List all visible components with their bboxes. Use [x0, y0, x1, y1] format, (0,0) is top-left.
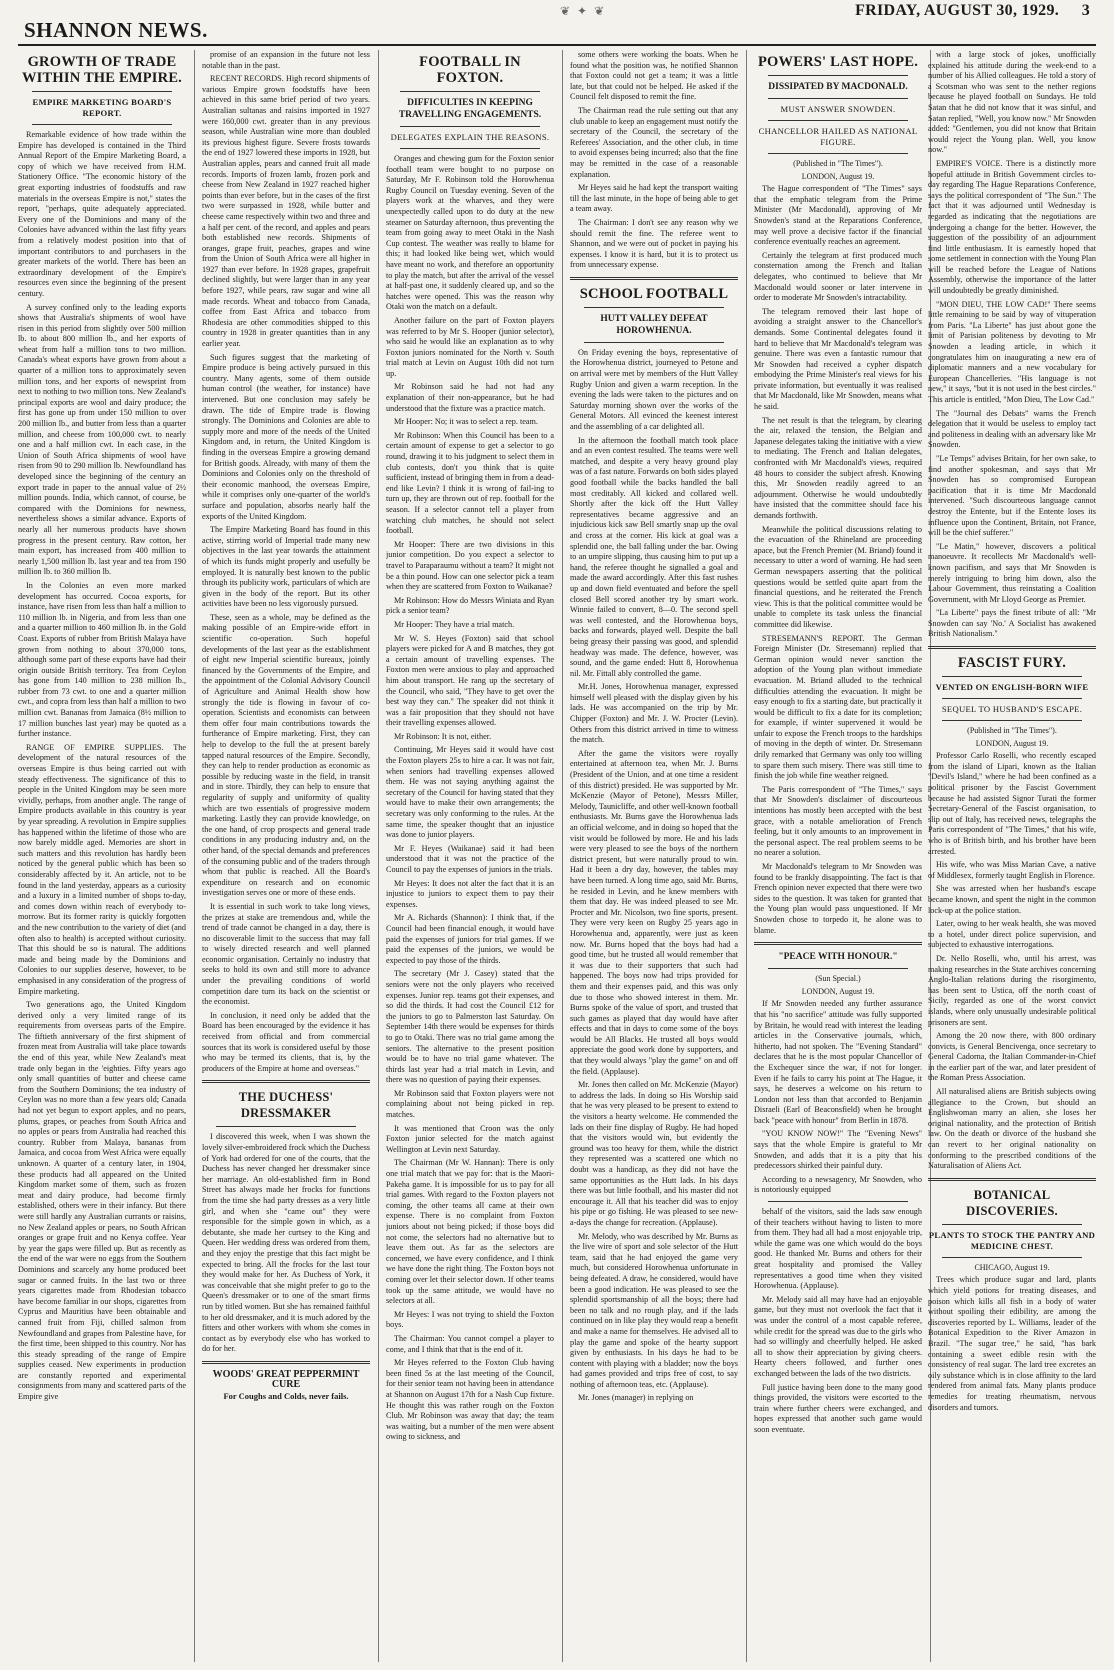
paragraph: The Empire Marketing Board has found in this active, stirring world of Imperial trade many new objectives in the last year towards the attainment of which its funds might properly and usefully be employed. It is naturally best known to the public through its publicity work, particulars of which are given in the body of the report. But its other activities have been no less vigorously pursued. — [202, 525, 370, 609]
paragraph: In the Colonies an even more marked development has occurred. Cocoa exports, for instance, have risen from less than half a million to 110 million lb. in Nigeria, and from less than one and a quarter million to 460 million lb. in the Gold Coast. Exports of rubber from British Malaya have grown from nothing to about 370,000 tons, although some part of these exports have had their origin outside British territory. Tea from Ceylon has gone from 140 million to 238 million lb., rubber from 73 cwt. to one and a quarter million cwt., and copra from less than half a million to two million cwt. Bananas from Jamaica (8½ million to 17 million bunches last year) may be quoted as a further instance. — [18, 580, 186, 739]
divider — [584, 342, 724, 343]
paragraph: These, seen as a whole, may be defined as the making possible of an Empire-wide effort in scientific co-operation. Such hopeful developments of the last year as the establishment of eight new Imperial scientific bureaux, jointly financed by the Governments of the Empire, and the appointment of the Colonial Advisory Council of Agriculture and Animal Health show how strongly the tide is flowing in favour of co-operation. Scientists and economists can between them offer four main contributions towards the furtherance of Empire marketing. First, they can help to develop to the full the at present barely tapped natural resources of the Empire. Secondly, they can help to render production as economic as possible by reducing waste in the field, in transit and in store. Thirdly, they can help to ensure that regularity of supply and uniformity of quality which are two essentials of progressive modern marketing. Lastly they can provide knowledge, on the one hand, of crop prospects and general trade conditions in any producing industry and, on the other hand, of the special demands and preferences of the consuming public and of the traders through whom that public is reached. All the Board's expenditure on research and on economic investigation serves one or more of these ends. — [202, 612, 370, 898]
section-divider — [928, 1178, 1096, 1181]
advert-title: WOODS' GREAT PEPPERMINT CURE — [212, 1368, 360, 1391]
paragraph: The Chairman (Mr W. Hannan): There is only one trial match that we pay for: that is the Maori-Pakeha game. It is impossible for us to pay for all trial games. With regard to the Foxton players not coming, the other teams all came at their own expense. There is no complaint from Foxton juniors about not being picked; if those boys did not come, the selectors had no alternative but to leave them out. As far as the selectors are concerned, we have every confidence, and I think we have done the right thing. The Foxton boys not coming over let their selector down. If other teams took up the same attitude, we would have no selectors at all. — [386, 1158, 554, 1306]
paragraph: Mr W. S. Heyes (Foxton) said that school players were picked for A and B matches, they got a certain amount of travelling expenses. The Foxton men were anxious to play and approached him about transport. He rang up the secretary of the Council, who said, "They have to get over the best way they can." The speaker did not think it was a fair proposition that they should not have their travelling expenses allowed. — [386, 633, 554, 728]
article-headline: FASCIST FURY. — [957, 655, 1067, 672]
paragraph: "Le Temps" advises Britain, for her own sake, to find another spokesman, and says that Mr Snowden has so compromised European pacification that it is time Mr Macdonald intervened. "Such discourteous language cannot destroy the Entente, but if the Entente loses its influence upon the Continent, Britain, not France, will be the chief sufferer." — [928, 453, 1096, 538]
article-subhead: SEQUEL TO HUSBAND'S ESCAPE. — [941, 704, 1083, 715]
article-headline: BOTANICAL DISCOVERIES. — [966, 1187, 1058, 1218]
paragraph: Dr. Nello Roselli, who, until his arrest, was making researches in the State archives concerning Anglo-Italian relations during the risorgimento, has been sent to Ustica, off the north coast of Sicily, regarded as one of the worst convict islands, where only unusually undesirable political prisoners are sent. — [928, 953, 1096, 1027]
paragraph: Mr F. Heyes (Waikanae) said it had been understood that it was not the practice of the Council to pay the expenses of juniors in the trials. — [386, 843, 554, 874]
article-headline: GROWTH OF TRADE WITHIN THE EMPIRE. — [21, 54, 183, 86]
paragraph: The secretary (Mr J. Casey) stated that the seniors were not the only players who received expenses. Junior rep. teams got their expenses, and so did the thirds. It had cost the Council £12 for the juniors to go to Palmerston last Saturday. On September 14th there would be expenses for thirds to go to Otaki. There was no trial game among the seniors. The alternative to the present position would be to have no trial game whatever. The thirds last year had a trial match in Levin, and there was no question of paying their expenses. — [386, 969, 554, 1085]
paragraph: Meanwhile the political discussions relating to the evacuation of the Rhineland are proceeding apace, but the French Premier (M. Briand) found it necessary to utter a word of warning. He had seen German newspapers asserting that the political questions would be settled quite apart from the financial questions, and he reiterated the French view. This is that the political committee would be unable to complete its task unless the financial committee did likewise. — [754, 524, 922, 629]
paragraph: Mr. Melody, who was described by Mr. Burns as the live wire of sport and sole selector of the Hutt team, said that he had enjoyed the game very much, but considered Horowhenua unfortunate in being defeated. A draw, he considered, would have been a good indication. He was pleased to see the splendid sportsmanship of all the boys; there had been no talk and no rough play, and if the lads continued on in like play they would reap a benefit and make a name for themselves. He advised all to play the game and spoke of the hearty support given by enthusiasts. In his days he had to be content with playing with a bladder; now the boys had games provided and trips free of cost, to say nothing of afternoon teas, etc. (Applause). — [570, 1231, 738, 1389]
paragraph: Among the 20 now there, with 800 ordinary convicts, is General Bencivenga, once secretary to General Cadorna, the Italian Commander-in-Chief in the earlier part of the war, and later president of the Roman Press Association. — [928, 1031, 1096, 1083]
paragraph: Trees which produce sugar and lard, plants which yield potions for treating diseases, and poison which kills all fish in a body of water without spoiling their edibility, are among the discoveries reported by L. Williams, leader of the Botanical Expedition to the River Amazon in Brazil. "The sugar tree," he said, "has bark containing a sweet edible resin with the consistency of real sugar. The lard tree excretes an oily substance which is in close affinity to the lard rendered from animal fats. Many plants produce remedies for treating rheumatism, nervous disorders and tumors. — [928, 1275, 1096, 1412]
dateline: CHICAGO, August 19. — [974, 1262, 1050, 1272]
published-note: (Sun Special.) — [815, 974, 861, 984]
paragraph: If Mr Snowden needed any further assurance that his "no sacrifice" attitude was fully supported by Britain, he would read with interest the leading articles in the Conservative journals, which, hitherto, had not spoken. The "Evening Standard" declares that he is the most popular Chancellor of the Exchequer since the war, if not for longer. Even if he fails to carry his point at The Hague, it says, he deserves a welcome on his return to London not less than that accorded to Benjamin Disraeli (Earl of Beaconsfield) when he brought back "peace with honour" from Berlin in 1878. — [754, 999, 922, 1125]
paragraph: In conclusion, it need only be added that the Board has been encouraged by the evidence it has received from official and from commercial sources that its work is considered useful by those who may be termed its clients, that is, by the producers of the Empire at home and overseas." — [202, 1010, 370, 1073]
column-rule — [194, 50, 195, 1662]
paragraph: Mr Robinson: It is not, either. — [394, 731, 492, 741]
section-divider — [202, 1080, 370, 1083]
published-note: (Published in "The Times"). — [793, 159, 883, 168]
paragraph: RANGE OF EMPIRE SUPPLIES. The development of the natural resources of the overseas Empire is thus being carried out with steady effectiveness. The significance of this to people in the United Kingdom may be seen more vividly, perhaps, from another angle. The range of Empire products available in this country is year by year spreading. A revolution in Empire supplies has happened within the lifetime of those who are now barely middle aged. Memories are short in such matters and this revolution has hardly been noticed by the general public which has been so considerably affected by it. An article, not to be found in the land yesterday, appears as a curiosity and a luxury in a limited number of shops to-day, and comes down within reach of everybody to-morrow. But its former rarity is quickly forgotten and the new contribution to the variety of diet (and often also to health) is accepted without curiosity. That this should be so is natural. The additions made and being made by the Dominions and Colonies to our supplies deserve, however, to be emphasised in any consideration of the progress of Empire marketing. — [18, 742, 186, 996]
paragraph: The Hague correspondent of "The Times" says that the emphatic telegram from the Prime Minister (Mr Macdonald), approving of Mr Snowden's stand at the Reparations Conference, may well prove a decisive factor if the financial conference eventually reaches an agreement. — [754, 184, 922, 247]
paragraph: RECENT RECORDS. High record shipments of various Empire grown foodstuffs have been achieved in this same brief period of two years. Australian sultanas and raisins imported in 1927 were 160,000 cwt. greater than in any previous season, while Australian wine more than doubled its previous highest figure. Severe frosts towards the end of 1927 lowered these imports in 1928, but Australian apples, pears and canned fruit all made records. Imports of frozen lamb, frozen pork and cheese from New Zealand in 1927 reached higher points than ever before, but in the cases of the first two were surpassed in 1928, while butter and cheese came respectively within two and three and a half per cent. of the record, and apples and pears both established new records. Shipments of oranges, grape fruit, peaches, grapes and wine from the Union of South Africa were all higher in 1927 than ever before. In 1928 grapes, grapefruit declined slightly, but were larger than in any year before 1927, while pears, raw sugar and wine all made records. Wheat and tobacco from Canada, coffee from East Africa and tobacco from Rhodesia are other commodities shipped to this country in 1928 in greater quantities than in any earlier year. — [202, 74, 370, 349]
article-headline: THE DUCHESS' DRESSMAKER — [238, 1090, 334, 1121]
paragraph: The Chairman: You cannot compel a player to come, and I think that that is the end of it. — [386, 1333, 554, 1354]
paragraph: It is essential in such work to take long views, the prizes at stake are tremendous and, while the trend of trade cannot be changed in a day, there is no discoverable limit to the success that may fall to wisely directed research and well planned economic organisation. Certainly no industry that seeks to hold its own and still more to advance under the prevailing conditions of world competition dare turn its back on the scientist or the economist. — [202, 901, 370, 1007]
article-headline: "PEACE WITH HONOUR." — [778, 952, 898, 963]
page-columns — [18, 50, 1096, 1662]
paragraph: Remarkable evidence of how trade within the Empire has developed is contained in the Third Annual Report of the Empire Marketing Board, a copy of which we have received from H.M. Stationery Office. "The economic history of the great exporting industries of foodstuffs and raw materials in the overseas Empire is not," states the report, "perhaps, quite adequately appreciated. Every one of the Dominions and many of the Colonies have advanced within the last fifty years from a relatively modest position into that of important contributors to and purchasers in the greater markets of the world. There has been an extraordinary development of the Empire's resources even since the beginning of the present century. — [18, 130, 186, 298]
paragraph: STRESEMANN'S REPORT. The German Foreign Minister (Dr. Stresemann) replied that German opinion would never sanction the adoption of the Young plan without immediate evacuation. M. Briand alluded to the technical difficulties attending the evacuation. It might be easy enough to fix a starting date, but practically it would be difficult to fix a date for its completion; for example, if winter supervened it would be unfair to expose the French troops to the hardships of moving in the depth of winter. Dr. Stresemann drily remarked that Germany was only too willing to spare them such misery. There was still time to finish the job while fine weather reigned. — [754, 633, 922, 781]
divider — [768, 1201, 908, 1202]
paragraph: She was arrested when her husband's escape became known, and spent the night in the common lock-up at the police station. — [928, 884, 1096, 915]
article-subhead: DELEGATES EXPLAIN THE REASONS. — [390, 132, 550, 142]
paragraph: The Paris correspondent of "The Times," says that Mr Snowden's disclaimer of discourteous intentions has mostly been accepted with the best grace, with a notable amelioration of French feeling, but it only amounts to an improvement in the personal aspect. The real problem seems to be no nearer a solution. — [754, 784, 922, 858]
paragraph: The "Journal des Debats" warns the French delegation that it would be useless to employ tact and politeness in dealing with an adversary like Mr Snowden. — [928, 408, 1096, 450]
column-2 — [202, 50, 370, 1662]
article-subhead: PLANTS TO STOCK THE PANTRY AND MEDICINE CHEST. — [928, 1229, 1096, 1251]
paragraph: promise of an expansion in the future not less notable than in the past. — [202, 50, 370, 70]
article-subhead: DIFFICULTIES IN KEEPING TRAVELLING ENGAGEMENTS. — [398, 98, 542, 120]
article-subhead: VENTED ON ENGLISH-BORN WIFE — [935, 682, 1089, 693]
section-divider — [754, 942, 922, 945]
paragraph: Mr Heyes said he had kept the transport waiting till the last minute, in the hope of being able to get a team away. — [570, 183, 738, 214]
paragraph: Such figures suggest that the marketing of Empire produce is being actively pursued in this country. Many agents, some of them outside human control (the weather, for instance) have intervened. But one conclusion may safely be drawn. The tide of Empire trade is flowing strongly. The Dominions and Colonies are able to supply more and more of the needs of the United Kingdom and, in return, the United Kingdom is finding in the overseas Empire a growing demand for British goods. Already, with many of them the Dominions and Colonies only on the threshold of their economic manhood, the overseas Empire, while it comprises only one-quarter of the world's surface and population, absorbs nearly half the exports of the United Kingdom. — [202, 352, 370, 521]
paragraph: behalf of the visitors, said the lads saw enough of their teachers without having to listen to more from them. They had all had a most enjoyable trip, while the game was one which would do the boys good. He thanked Mr. Burns and others for their great hospitality and promised the Valley representatives a good time when they visited Horowhenua. (Applause). — [754, 1207, 922, 1291]
paragraph: Mr. Jones then called on Mr. McKenzie (Mayor) to address the lads. In doing so His Worship said that he was very pleased to be present to extend to the visitors a hearty welcome. He commended the lads on their fine display of Rugby. He had hoped that the visitors would win, but evidently the ground was too heavy for them, while the district they represented was a scattered one which no doubt was a handicap, as they did not have the same opportunities as the Hutt lads. In his days there was but little football, and his master did not encourage it. All that his teacher did was to enjoy his pipe or go fishing. He was pleased to see new-a-days the change for recreation. (Applause). — [570, 1080, 738, 1227]
section-divider — [202, 1361, 370, 1364]
dateline: LONDON, August 19. — [801, 171, 875, 181]
column-3 — [386, 50, 554, 1662]
paragraph: Professor Carlo Roselli, who recently escaped from the island of Lipari, known as the Italian "Devil's Island," where he had been confined as a political prisoner by the Fascist Government because he had assisted Signor Turati the former Secretary-General of the Fascist organisation, to slip out of Italy, has received news, telegraphs the Paris correspondent of "The Times," that his wife, who is of British birth, and his brother have been arrested. — [928, 751, 1096, 856]
column-1 — [18, 50, 186, 1662]
paragraph: "Le Matin," however, discovers a political manoeuvre. It recollects Mr Macdonald's well-known pacifism, and says that Mr Snowden is merely intriguing to bring him down, also the Labour Government, thus reinstating a Coalition Government, with Mr Lloyd George as Premier. — [928, 541, 1096, 604]
paragraph: Mr Robinson said that Foxton players were not complaining about not being picked in rep. matches. — [386, 1088, 554, 1120]
paragraph: I discovered this week, when I was shown the lovely silver-embroidered frock which the Duchess of York had ordered for one of the courts, that the Duchess has never changed her dressmaker since her marriage. An old-established firm in Bond Street has always made her frocks for functions from the time she had party dresses as a very little girl, and when she "came out" they were responsible for the simple gown in which, as a debutante, she made her curtsey to the King and Queen. Her wedding dress was ordered from them, and they enjoy the prestige that this fact might be expected to bring. All the frocks for the last tour they would make for her. As Duchess of York, it was conceivable that she might prefer to go to the Queen's dressmaker or to one of the smart firms run by titled women. But she has remained faithful to her old dressmaker, and it is much adored by the fitters and other workers with whom she comes in contact as by everybody else who has worked to do for her. — [202, 1132, 370, 1354]
paragraph: Mr Robinson said he had not had any explanation of their non-appearance, but he had understood that the fixture was a practice match. — [386, 382, 554, 413]
article-subhead: DISSIPATED BY MACDONALD. — [768, 82, 908, 92]
paragraph: with a large stock of jokes, unofficially explained his attitude during the week-end to a number of his Allied colleagues. He told a story of a Scotsman who was sent to the nether regions because he played football on Sundays. He told Satan that he did not know that it was sinful, and Satan replied, "Well, you know now." Mr Snowden added: "Gentlemen, you did not know that Britain would reject the Young plan. Well, you know now." — [928, 50, 1096, 155]
paragraph: "La Liberte" pays the finest tribute of all: "Mr Snowden can say 'No.' A Socialist has awakened British Nationalism." — [928, 608, 1096, 639]
paragraph: Mr Robinson: When this Council has been to a certain amount of expense to get a selector to go round, drawing it to his judgment to select them in club contests, don't you think that is quite sufficient, instead of bringing them in from a dead-end like Levin? I think it is wrong of fail-ing to turn up, they are thrown out of rep. football for the season. If a selector cannot tell a player from watching club matches, he should not select football. — [386, 430, 554, 536]
dateline: LONDON, August 19. — [975, 738, 1049, 748]
article-headline: SCHOOL FOOTBALL — [579, 285, 729, 302]
paragraph: The Chairman read the rule setting out that any club unable to keep an engagement must notify the secretary of the Council, the secretary of the Referees' Association, and the other club, in time to avoid expenses being incurred; also that the fine may be remitted in the case of a reasonable explanation. — [570, 105, 738, 179]
paragraph: Mr. Jones (manager) in replying on — [578, 1393, 694, 1403]
paragraph: After the game the visitors were royally entertained at afternoon tea, when Mr. J. Burns (President of the Union, and at one time a resident of this district) presided. He was supported by Mr. McKenzie (Mayor of Petone), Messrs Miller, Melody, Taunicliffe, and other well-known football enthusiasts. Mr. Burns gave the Horowhenua lads an official welcome, and in doing so hoped that the visit would be followed by more. He and his lads were very pleased to see the boys of the northern district present, but were naturally proud to win. Had it been a dry day, however, the tables may have been turned. A long time ago, said Mr. Burns, he resided in Levin, and he knew members with them that day. He was indeed pleased to see Mr. Procter and Mr. Nicolson, two fine sports, present. They were very keen on Rugby 25 years ago in Horowhenua and, apparently, were just as keen now. Mr. Burns hoped that the boys had had a good time, but he trusted all would remember that it was due to their supporters that such had happened. The boys now had trips provided for them and their expenses paid, and this was only due to those who showed interest in them. Mr. Burns spoke of the value of sport, and trusted that such games as played that day would have after effects and that in days to come some of the boys would be All Blacks. He trusted all boys would appreciate the good work done by supporters, and that they would always "play the game" on and off the field. (Applause). — [570, 748, 738, 1076]
published-note: (Published in "The Times"). — [967, 726, 1057, 736]
paragraph: Oranges and chewing gum for the Foxton senior football team were bought to no purpose on Saturday, Mr F. Robinson told the Horowhenua Rugby Council on Tuesday evening. Seven of the players work at the wharves, and they were unexpectedly called upon to do duty at the new steamer on Saturday afternoon, thus preventing the team from going away to meet Otaki in the Nash Cup contest. The weather was really to blame for this; it had looked like being wet, which would have meant no work, and therefore an opportunity to play the match, but after the arrival of the vessel at half-past one, it suddenly cleared up, and so the hatches were opened. This was the reason why Otaki won the match on a default. — [386, 154, 554, 312]
divider — [400, 126, 540, 127]
divider — [942, 720, 1082, 721]
article-subhead: MUST ANSWER SNOWDEN. — [780, 104, 896, 114]
divider — [768, 153, 908, 154]
paragraph: A survey confined only to the leading exports shows that Australia's shipments of wool have risen in this period from slightly over 500 million lb. to about 800 million lb., and her exports of wheat from half a million tons to two million. Canada's wheat exports have grown from about a quarter of a million tons to approximately seven million tons, and her exports of newsprint from next to nothing to two million tons. New Zealand's principal exports are wool and dairy produce; the first has gone up from under 150 million to over 200 million lb., and butter from less than a quarter million, and cheese from 100,000 cwt. to nearly one and a half million cwt. In each case, in the Union of South Africa shipments of wool have risen from 90 to 290 million lb. Newfoundland has developed since the beginning of the century an export trade in paper to the annual value of 2½ million pounds. India, which cannot, of course, be compared with the Dominions for newness, nevertheless shows a similar advance. Exports of nearly all her numerous products have shown progress in the present century. Raw cotton, her main export, has increased from 400 million to nearly 1,500 million lb. last year and tea from 190 million lb. to 360 million lb. — [18, 302, 186, 577]
paragraph: Mr A. Richards (Shannon): I think that, if the Council had been financial enough, it would have paid the expenses of juniors for trial games. If we paid the expenses of the juniors, we would be expected to pay those of the thirds. — [386, 913, 554, 965]
paragraph: Later, owing to her weak health, she was moved to a hotel, under direct police supervision, and subjected to exhaustive interrogations. — [928, 919, 1096, 950]
date-text: FRIDAY, AUGUST 30, 1929. — [855, 2, 1060, 19]
paragraph: Mr Hooper: There are two divisions in this junior competition. Do you expect a selector to travel to Paraparaumu without a team? It might not be a thin pound. How can one selector pick a team when they are scattered from Foxton to Waikanae? — [386, 539, 554, 592]
paragraph: Mr Heyes: I was not trying to shield the Foxton boys. — [386, 1309, 554, 1330]
column-rule — [378, 50, 379, 1662]
divider — [584, 307, 724, 308]
paragraph: Full justice having been done to the many good things provided, the visitors were escorted to the train where further cheers were exchanged, and hopes expressed that another such game would soon eventuate. — [754, 1382, 922, 1434]
masthead-ornament-icon: ❦ ✦ ❦ — [560, 4, 607, 18]
paragraph: EMPIRE'S VOICE. There is a distinctly more hopeful attitude in British Government circles to-day regarding The Hague Reparations Conference, says the political correspondent of "The Sun." The fact that it was adjourned until Wednesday is regarded as indicating that the negotiations are undergoing a change for the better. However, the suggestion of the possibility of an adjournment find little enthusiasm. It is earnestly hoped that some settlement in connection with the Young Plan will be reached before the League of Nations Assembly, otherwise the importance of the latter will undoubtedly be greatly diminished. — [928, 158, 1096, 296]
paragraph: Two generations ago, the United Kingdom derived only a very limited range of its requirements from overseas parts of the Empire. The fiftieth anniversary of the first shipment of frozen meat from Australia will take place towards the end of this year, while New Zealand's meat trade only began in the 'eighties. Fifty years ago only small quantities of butter and cheese came from the Southern Dominions; the tea industry of Ceylon was no more than a few years old; Canada had not yet begun to export apples, and no pears, plums, grapes, or peaches from South Africa and no apples or pears from Australia had reached this country. Rubber from Malaya, bananas from Jamaica, and cocoa from West Africa were equally unknown. A quarter of a century later, in 1904, these products had all appeared on the United Kingdom market some of them, such as frozen meat and dairy produce, had become firmly established, others were in their infancy. But there were still hardly any Australian currants or raisins, no New Zealand apples or pears, no South African oranges or grape fruit and no Kenya coffee. Year by year the gaps were filled up. But as recently as the end of the war were no eggs from the Southern Dominions and scarcely any home produced beet sugar or canned fruits. In the last two or three years cigarettes made from Rhodesian tobacco have become familiar in our shops, cigarettes from Cyprus and Mauritius have been obtainable and canned fruit from Fiji, chilled salmon from Newfoundland and grapes from Palestine have, for the first time, been shipped to this country. Nor has this steady spreading of the range of Empire supplies ceased. New experiments in production are constantly reported and experimental consignments from many and scattered parts of the Empire give — [18, 1000, 186, 1402]
paragraph: Continuing, Mr Heyes said it would have cost the Foxton players 25s to hire a car. It was not fair, when seniors had travelling expenses allowed them. He was not saying anything against the secretary of the Council for having stated that they would have to make their own arrangements; the secretary was only conforming to the rules. At the same time, the speaker thought that an injustice was done to junior players. — [386, 745, 554, 840]
dateline: LONDON, August 19. — [801, 986, 875, 996]
masthead — [0, 0, 1114, 42]
paragraph: All naturalised aliens are British subjects owing allegiance to the Crown, but should an Englishwoman marry an alien, she loses her original nationality, and the protection of British law. On the death or divorce of the husband she can revert to her original nationality on conforming to the prescribed conditions of the Naturalisation of Aliens Act. — [928, 1087, 1096, 1171]
section-divider — [570, 277, 738, 280]
paragraph: "MON DIEU, THE LOW CAD!" There seems little remaining to be said by way of vituperation from Paris. "La Liberte" has just about gone the limit of Parisian politeness by devoting to Mr Snowden a leading article, in which it congratulates him on inaugurating a new era of diplomatic manners and a new vocabulary for European Chancelleries. "His language is not new," it says, "but it is not used in the best circles." This article is entitled, "Mon Dieu, The Low Cad." — [928, 299, 1096, 404]
section-divider — [928, 646, 1096, 649]
article-subhead: EMPIRE MARKETING BOARD'S REPORT. — [32, 97, 172, 118]
divider — [942, 1257, 1082, 1258]
divider — [32, 124, 172, 125]
paragraph: some others were working the boats. When he found what the position was, he notified Shannon that Foxton could not get a team; it was a little late, but that could not be helped. He asked if the Council felt disposed to remit the fine. — [570, 50, 738, 102]
masthead-rule — [18, 44, 1096, 46]
paragraph: Mr Heyes referred to the Foxton Club having been fined 5s at the last meeting of the Council, for their senior team not having been in attendance at Shannon on August 17th for a Nash Cup fixture. He thought this was rather rough on the Foxton Club. Mr Robinson was away that day; the team was waiting, but a number of the men were absent owing to sickness, and — [386, 1358, 554, 1442]
paragraph: In the afternoon the football match took place and an even contest resulted. The teams were well matched, and despite a very heavy ground play was of a fast nature. Forwards on both sides played good football while the backs handled the ball most creditably. All kicked and collared well. Shortly after the kick off the Hutt Valley representatives became aggressive and an injudicious kick saw Bell smartly snap up the oval and cross at the corner. His kick at goal was a splendid one, the ball falling under the bar. Owing to an umpire slipping, thus causing him to put up a hand, the referee thought he signalled a goal and made the award accordingly. After this fast rushes up and down field eventuated and before the spell closed Bell scored another try by smart work. Winnie failed to convert, 8—0. The second spell was well contested, and the Horowhenua boys, backs and forwards, played well. Despite the ball being greasy their passing was good, and splendid headway was made. The defence, however, was sound, and the game ended: Hutt 8, Horowhenua nil. Mr. Fittall ably controlled the game. — [570, 435, 738, 678]
paragraph: His wife, who was Miss Marian Cave, a native of Middlesex, formerly taught English in Florence. — [928, 860, 1096, 880]
paragraph: Mr Hooper: No; it was to select a rep. team. — [394, 417, 538, 427]
paragraph: "YOU KNOW NOW!" The "Evening News" says that the whole Empire is grateful to Mr Snowden, and adds that it is a pity that his predecessors shirked their painful duty. — [754, 1129, 922, 1171]
page-number: 3 — [1081, 2, 1090, 19]
paragraph: Another failure on the part of Foxton players was referred to by Mr S. Hooper (junior selector), who said he would like an explanation as to why Foxton juniors nominated for the North v. South trial match at Levin on August 10th did not turn up. — [386, 315, 554, 378]
paragraph: According to a newsagency, Mr Snowden, who is notoriously equipped — [754, 1174, 922, 1195]
article-subhead: CHANCELLOR HAILED AS NATIONAL FIGURE. — [758, 126, 918, 147]
paragraph: Mr Robinson: How do Messrs Winiata and Ryan pick a senior team? — [386, 595, 554, 616]
paragraph: Mr Macdonald's telegram to Mr Snowden was found to be frankly disappointing. The fact is that French opinion never expected that there were two sides to the question. It was taken for granted that the Young plan would pass unquestioned. If Mr Snowden chose to torpedo it, he alone was to blame. — [754, 862, 922, 935]
column-rule — [562, 50, 563, 1662]
divider — [400, 91, 540, 92]
paragraph: It was mentioned that Croon was the only Foxton junior selected for the match against Wellington at Levin next Saturday. — [386, 1123, 554, 1154]
divider — [942, 676, 1082, 677]
divider — [216, 1126, 356, 1127]
article-headline: POWERS' LAST HOPE. — [757, 54, 919, 70]
divider — [400, 148, 540, 149]
paragraph: Mr.H. Jones, Horowhenua manager, expressed himself well pleased with the display given by his lads. He was accompanied on the trip by Mr. Chipper (Foxton) and Mr. J. W. Procter (Levin). Others from this district arrived in time to witness the match. — [570, 682, 738, 745]
divider — [942, 698, 1082, 699]
article-subhead: HUTT VALLEY DEFEAT HOROWHENUA. — [600, 313, 708, 336]
paragraph: The telegram removed their last hope of avoiding a straight answer to the Chancellor's demands. Some Continental delegates found it hard to believe that Mr Macdonald's telegram was genuine. There was even a fantastic rumour that Mr Snowden had received a cypher dispatch embodying the Prime Minister's real views for his private information, but eventually it was realised that Mr Macdonald, like Mr Snowden, means what he said. — [754, 306, 922, 412]
advert-tagline: For Coughs and Colds, never fails. — [223, 1391, 349, 1402]
paragraph: On Friday evening the boys, representative of the Horowhenua district, journeyed to Petone and on arrival were met by members of the Hutt Valley Rugby Union and given a warm reception. In the evening the lads were taken to the pictures and on Saturday morning shown over the works of the General Motors. All evinced the keenest interest and the assembling of a car delighted all. — [570, 347, 738, 432]
divider — [768, 98, 908, 99]
paragraph: The Chairman: I don't see any reason why we should remit the fine. The referee went to Shannon, and we were out of pocket in paying his expenses. I know it is hard, but it is to protect us from unnecessary expense. — [570, 217, 738, 270]
paragraph: Mr Heyes: It does not alter the fact that it is an injustice to juniors to expect them to pay their expenses. — [386, 878, 554, 909]
divider — [768, 120, 908, 121]
paragraph: Mr Hooper: They have a trial match. — [394, 619, 515, 629]
divider — [942, 1224, 1082, 1225]
divider — [768, 75, 908, 76]
column-6 — [928, 50, 1096, 1662]
column-rule — [746, 50, 747, 1662]
newspaper-name: SHANNON NEWS. — [24, 18, 208, 42]
paragraph: Certainly the telegram at first produced much consternation among the French and Italian delegates, who continued to believe that Mr Macdonald would sooner or later intervene in order to moderate Mr Snowden's intractability. — [754, 250, 922, 303]
column-4 — [570, 50, 738, 1662]
divider — [32, 91, 172, 92]
paragraph: The net result is that the telegram, by clearing the air, relaxed the tension, the Belgian and Japanese delegates taking the initiative with a view to mediating. The French and Italian delegates, confronted with Mr Macdonald's views, required 48 hours to consider the subject afresh. Knowing this, Mr Snowden readily agreed to an adjournment. Otherwise he would undoubtedly have insisted that the committee should face his demands forthwith. — [754, 415, 922, 520]
paragraph: Mr. Melody said all may have had an enjoyable game, but they must not overlook the fact that it was under the control of a most capable referee, while credit for the spread was due to the girls who had so willingly and cheerfully helped. He asked all to show their appreciation by giving cheers. Hearty cheers followed, and further ones exchanged between the lads of the two districts. — [754, 1294, 922, 1378]
divider — [768, 968, 908, 969]
issue-date — [855, 2, 1090, 20]
article-headline: FOOTBALL IN FOXTON. — [419, 54, 521, 86]
column-5 — [754, 50, 922, 1662]
